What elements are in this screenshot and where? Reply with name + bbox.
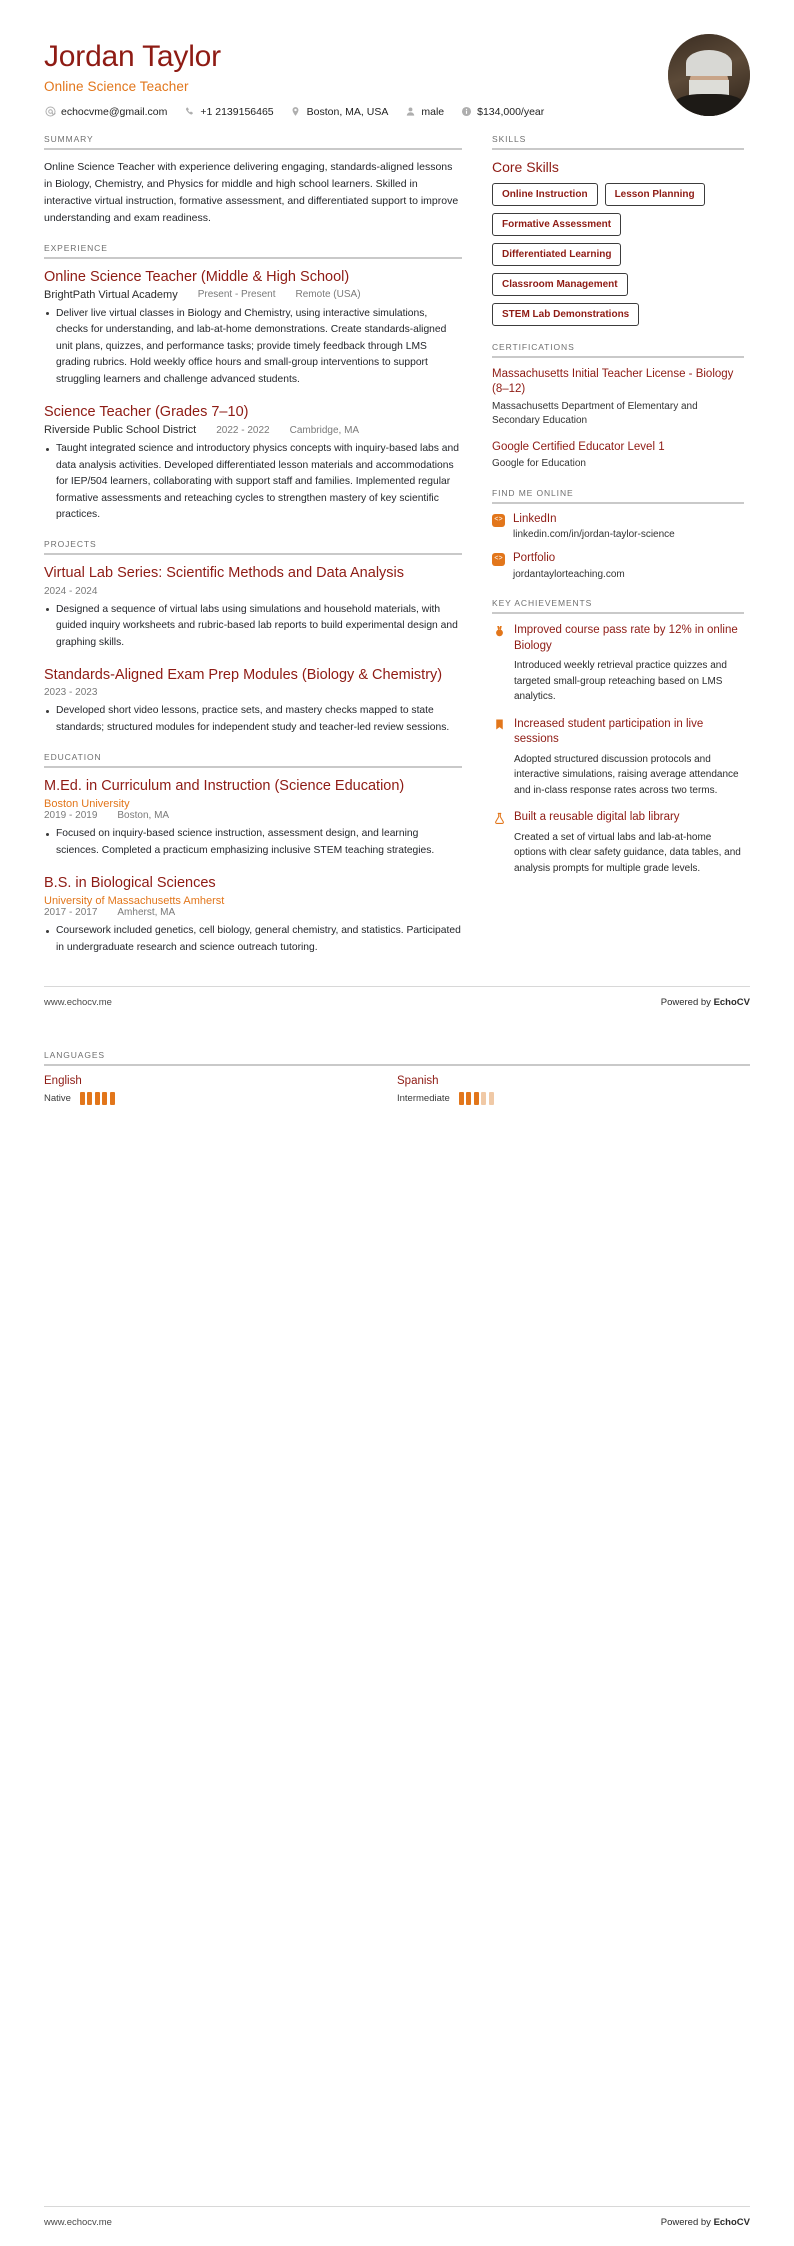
contact-gender-value: male [421,105,445,118]
rating-bar [466,1092,471,1105]
experience-meta [44,424,462,436]
education-bullets [44,923,462,956]
language-item [397,1075,750,1105]
side-column [492,134,744,893]
footer-brand: EchoCV [713,2217,750,2228]
experience-entry [44,403,462,523]
section-divider [44,553,462,555]
experience-bullets [44,306,462,388]
rating-bar [459,1092,464,1105]
achievement-body [514,623,744,705]
experience-entry [44,268,462,388]
summary-section [44,134,462,227]
rating-bar [95,1092,100,1105]
achievement-item [492,810,744,876]
person-icon [404,106,416,118]
projects-section-label: PROJECTS [44,539,97,550]
footer-brand: EchoCV [713,997,750,1009]
avatar-body [675,94,743,116]
location-pin-icon [290,106,302,118]
achievement-desc: Adopted structured discussion protocols and interactive simulations, raising average attendance and in-class response rates across two terms. [514,753,739,796]
experience-dates: Present - Present [197,289,276,301]
list-item: Coursework included genetics, cell biology, general chemistry, and statistics. Participated in undergraduate research and science outreach tutoring. [44,923,462,956]
rating-bar [474,1092,479,1105]
link-icon: <> [492,553,505,566]
page-footer-bottom [44,2206,750,2228]
list-item: Deliver live virtual classes in Biology and Chemistry, using interactive simulations, checks for understanding, and lab-at-home demonstrations. Create standards-aligned unit plans, quizzes, and performance tasks; provide timely feedback through LMS grading rubrics. Hold weekly office hours and small-group interventions to support struggling learners and challenge advanced students. [44,306,462,388]
language-name: Spanish [397,1075,439,1088]
experience-org: BrightPath Virtual Academy [44,288,178,301]
footer-site[interactable]: www.echocv.me [44,2217,112,2228]
experience-location: Cambridge, MA [289,424,360,436]
education-title: B.S. in Biological Sciences [44,875,216,892]
contact-location [290,106,389,118]
contact-gender [404,106,444,118]
online-link-body [513,552,744,582]
page-footer [44,986,750,1022]
footer-powered-prefix: Powered by [660,2217,714,2228]
section-divider [44,257,462,259]
section-divider [492,502,744,504]
experience-section [44,243,462,524]
rating-bar [110,1092,115,1105]
achievement-body [514,810,744,876]
experience-title: Science Teacher (Grades 7–10) [44,403,249,420]
resume-header [44,34,750,124]
section-divider [44,148,462,150]
key-achievements-section [492,598,744,876]
footer-site[interactable]: www.echocv.me [44,997,112,1009]
education-location: Amherst, MA [117,907,176,919]
candidate-role: Online Science Teacher [44,78,189,94]
candidate-name: Jordan Taylor [44,40,221,73]
project-dates: 2024 - 2024 [44,585,98,597]
email-icon [44,106,56,118]
online-link-name: LinkedIn [513,512,557,525]
certification-item [492,367,744,429]
education-entry [44,874,462,956]
language-rating-row [397,1092,750,1105]
education-section-label: EDUCATION [44,752,102,763]
languages-section-label: LANGUAGES [44,1050,106,1061]
contact-phone-value: +1 2139156465 [200,105,274,118]
online-link-url: linkedin.com/in/jordan-taylor-science [513,529,675,541]
achievement-title: Improved course pass rate by 12% in online Biology [514,624,738,652]
certification-name: Massachusetts Initial Teacher License - Biology (8–12) [492,367,734,396]
education-org[interactable]: University of Massachusetts Amherst [44,895,225,908]
skill-tag: Formative Assessment [492,213,621,236]
rating-bar [87,1092,92,1105]
language-item [44,1075,397,1105]
certification-issuer: Massachusetts Department of Elementary and Secondary Education [492,400,698,427]
education-dates: 2017 - 2017 [44,907,98,919]
skill-tag-list [492,183,744,326]
header-identity [44,34,560,118]
find-me-online-section [492,488,744,583]
phone-icon [183,106,195,118]
online-section-label: FIND ME ONLINE [492,487,574,498]
online-link-item[interactable] [492,552,744,582]
resume-sheet-top [0,0,794,972]
education-location: Boston, MA [117,810,170,822]
skills-section-label: SKILLS [492,133,527,144]
achievements-section-label: KEY ACHIEVEMENTS [492,598,593,609]
education-org[interactable]: Boston University [44,798,130,811]
project-meta [44,586,462,597]
skills-group-title: Core Skills [492,158,559,175]
project-dates: 2023 - 2023 [44,687,98,699]
contact-salary-value: $134,000/year [477,105,545,118]
project-title: Virtual Lab Series: Scientific Methods and Data Analysis [44,565,405,582]
achievement-desc: Created a set of virtual labs and lab-at-home options with clear safety guidance, data tables, and analysis prompts for multiple grade levels. [514,831,741,874]
certification-issuer: Google for Education [492,458,586,470]
experience-dates: 2022 - 2022 [216,424,270,436]
contact-location-value: Boston, MA, USA [306,105,389,118]
language-rating-bars [459,1092,494,1105]
experience-title: Online Science Teacher (Middle & High School) [44,268,350,285]
bookmark-icon [492,718,506,732]
language-rating-row [44,1092,397,1105]
list-item: Developed short video lessons, practice sets, and mastery checks mapped to state standards; structured modules for independent study and teacher-led review sessions. [44,703,462,736]
contact-salary [460,106,544,118]
footer-powered-by [661,997,750,1008]
rating-bar [481,1092,486,1105]
online-link-name: Portfolio [513,552,556,565]
skill-tag: Differentiated Learning [492,243,621,266]
skill-tag: Lesson Planning [605,183,705,206]
list-item: Focused on inquiry-based science instruction, assessment design, and learning sciences. Completed a practicum emphasizing inclusive STEM teaching strategies. [44,826,462,859]
rating-bar [80,1092,85,1105]
experience-location: Remote (USA) [295,289,361,301]
flask-icon [492,811,506,825]
project-bullets [44,703,462,736]
footer-powered-by [661,2217,750,2228]
language-rating-bars [80,1092,115,1105]
section-divider [492,612,744,614]
resume-columns [44,134,750,973]
project-meta [44,687,462,698]
experience-meta [44,289,462,301]
contact-phone[interactable] [183,106,273,118]
contact-row [44,106,560,118]
online-link-body [513,513,744,543]
section-divider [492,148,744,150]
skill-tag: Classroom Management [492,273,628,296]
certification-name: Google Certified Educator Level 1 [492,440,665,453]
project-entry [44,666,462,736]
education-meta [44,810,462,821]
achievement-title: Built a reusable digital lab library [514,811,680,824]
achievement-item [492,717,744,799]
experience-org: Riverside Public School District [44,424,197,437]
project-bullets [44,602,462,651]
section-divider [44,766,462,768]
rating-bar [489,1092,494,1105]
certifications-section [492,342,744,472]
list-item: Designed a sequence of virtual labs using simulations and household materials, with guided inquiry worksheets and rubric-based lab reports to build experimental design and graphing skills. [44,602,462,651]
language-name: English [44,1075,82,1088]
achievement-desc: Introduced weekly retrieval practice quizzes and targeted small-group reteaching based on LMS analytics. [514,660,727,703]
project-title: Standards-Aligned Exam Prep Modules (Biology & Chemistry) [44,666,443,683]
education-meta [44,907,462,918]
list-item: Taught integrated science and introductory physics concepts with inquiry-based labs and data analysis activities. Developed differentiated lesson materials and accommodations for IEP/504 learners, collaborating with support staff and families. Implemented regular formative assessments and reteaching cycles to strengthen mastery of key scientific practices. [44,441,462,523]
section-divider [44,1064,750,1066]
summary-section-label: SUMMARY [44,133,94,144]
achievement-title: Increased student participation in live sessions [514,717,704,746]
footer-powered-prefix: Powered by [660,997,714,1009]
education-dates: 2019 - 2019 [44,810,98,822]
language-level: Intermediate [397,1093,450,1105]
certifications-section-label: CERTIFICATIONS [492,341,575,352]
experience-bullets [44,441,462,523]
achievement-item [492,623,744,705]
education-bullets [44,826,462,859]
online-link-item[interactable] [492,513,744,543]
projects-section [44,539,462,736]
language-level: Native [44,1093,71,1105]
rating-bar [102,1092,107,1105]
medal-icon [492,624,506,638]
education-entry [44,777,462,859]
summary-text: Online Science Teacher with experience delivering engaging, standards-aligned lessons in Biology, Chemistry, and Physics for middle and high school learners. Skilled in interactive virtual instruction, formative assessment, and differentiated support to improve understanding and exam readiness. [44,160,459,224]
link-icon: <> [492,514,505,527]
project-entry [44,564,462,651]
avatar [668,34,750,116]
skill-tag: STEM Lab Demonstrations [492,303,639,326]
experience-section-label: EXPERIENCE [44,242,108,253]
skill-tag: Online Instruction [492,183,598,206]
section-divider [492,356,744,358]
info-icon [460,106,472,118]
main-column [44,134,462,973]
education-section [44,752,462,956]
avatar-hair [686,50,732,76]
contact-email[interactable] [44,106,167,118]
certification-item [492,440,744,472]
resume-sheet-bottom [0,1022,794,1105]
languages-section [44,1050,750,1105]
education-title: M.Ed. in Curriculum and Instruction (Science Education) [44,778,405,795]
languages-grid [44,1075,750,1105]
achievement-body [514,717,744,799]
contact-email-value: echocvme@gmail.com [61,105,168,118]
online-link-url: jordantaylorteaching.com [513,569,625,581]
skills-section [492,134,744,326]
